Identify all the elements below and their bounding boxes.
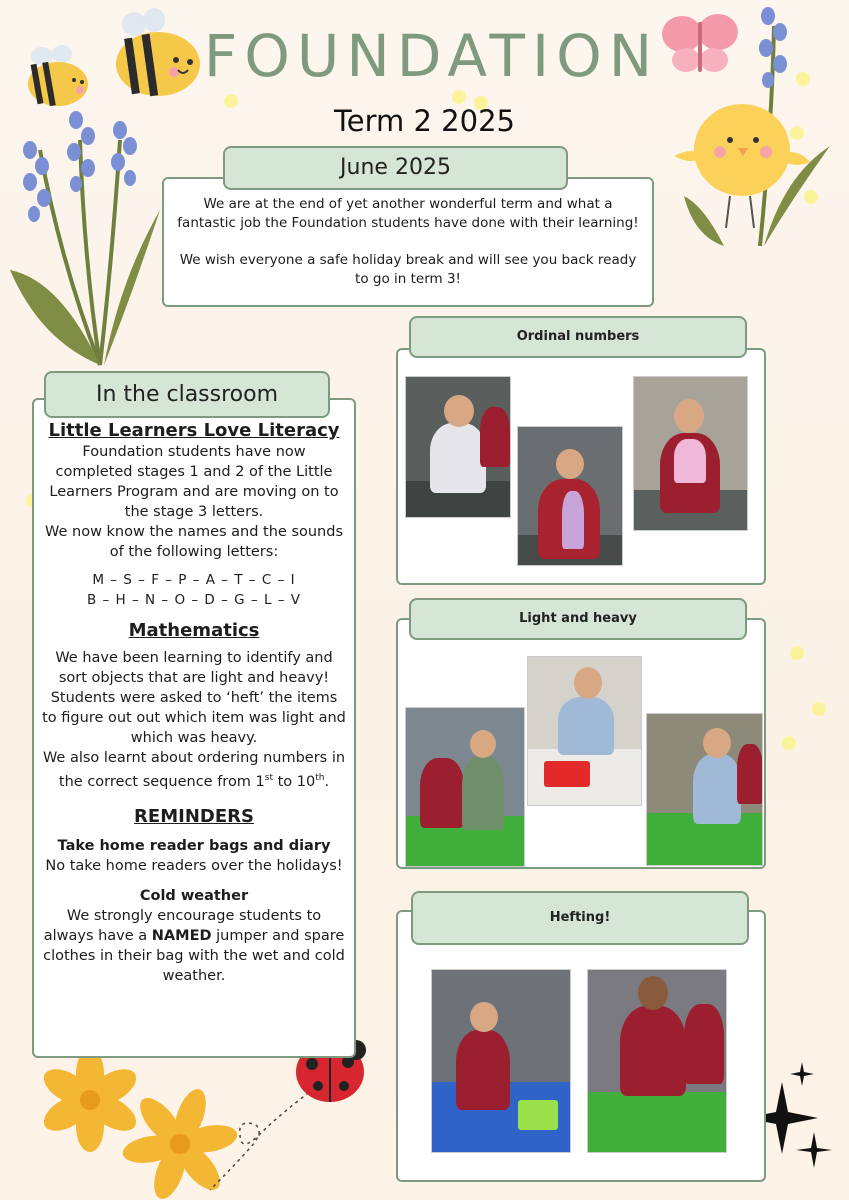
reminder-1-title: Take home reader bags and diary xyxy=(57,837,331,854)
ladybug-icon xyxy=(200,1034,380,1194)
reminder-2-title: Cold weather xyxy=(139,887,249,904)
page-subtitle: Term 2 2025 xyxy=(334,104,515,138)
math-text-1: We have been learning to identify and sort objects that are light and heavy! Students were asked to ‘heft’ the items to figure out out which item was light and which was heavy. xyxy=(42,650,346,746)
ordinal-photo-2 xyxy=(517,426,623,566)
hefting-heading: Hefting! xyxy=(411,891,749,945)
math-text-2: We also learnt about ordering numbers in the correct sequence from 1st to 10th. xyxy=(42,750,346,790)
ordinal-photo-3 xyxy=(633,376,748,531)
light-heavy-heading: Light and heavy xyxy=(409,598,747,640)
june-heading: June 2025 xyxy=(223,146,568,190)
reminder-1-text: No take home readers over the holidays! xyxy=(45,857,343,874)
page-title: FOUNDATION xyxy=(203,22,660,90)
hefting-photo-1 xyxy=(431,969,571,1153)
reminders-title: REMINDERS xyxy=(134,805,254,827)
ordinal-heading: Ordinal numbers xyxy=(409,316,747,358)
lavender-flowers-icon xyxy=(0,110,170,372)
classroom-heading: In the classroom xyxy=(44,371,330,418)
light-heavy-panel xyxy=(396,618,766,869)
literacy-title: Little Learners Love Literacy xyxy=(48,420,340,441)
letters-line-2: B – H – N – O – D – G – L – V xyxy=(86,592,302,608)
reminder-2-text: We strongly encourage students to always have a NAMED jumper and spare clothes in their bag with the wet and cold weather. xyxy=(43,907,345,984)
letters-line-1: M – S – F – P – A – T – C – I xyxy=(92,572,296,588)
classroom-box xyxy=(32,398,356,1058)
june-paragraph-2: We wish everyone a safe holiday break and will see you back ready to go in term 3! xyxy=(179,252,637,287)
light-heavy-photo-1 xyxy=(405,707,525,867)
light-heavy-photo-3 xyxy=(646,713,763,866)
ordinal-photo-1 xyxy=(405,376,511,518)
june-paragraph-1: We are at the end of yet another wonderful term and what a fantastic job the Foundation students have done with their learning! xyxy=(177,196,639,231)
literacy-text-2: We now know the names and the sounds of the following letters: xyxy=(44,524,344,560)
ordinal-panel xyxy=(396,348,766,585)
hefting-panel xyxy=(396,910,766,1182)
literacy-text-1: Foundation students have now completed stages 1 and 2 of the Little Learners Program and are moving on to the stage 3 letters. xyxy=(49,444,339,520)
math-title: Mathematics xyxy=(128,620,260,641)
hefting-photo-2 xyxy=(587,969,727,1153)
light-heavy-photo-2 xyxy=(527,656,642,806)
june-message-box xyxy=(162,177,654,307)
